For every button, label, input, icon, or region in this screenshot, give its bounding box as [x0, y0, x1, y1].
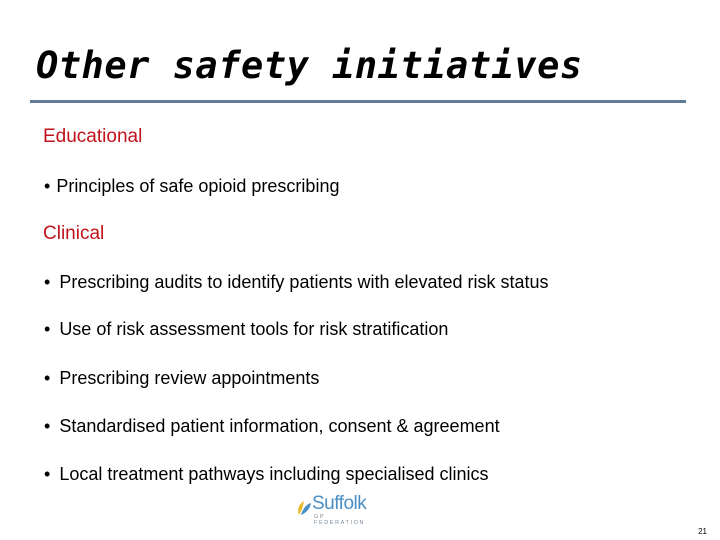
- bullet-icon: •: [44, 272, 51, 292]
- title-underline: [30, 100, 686, 103]
- bullet-icon: •: [44, 464, 51, 484]
- list-item: [44, 464, 489, 485]
- list-item-text: Local treatment pathways including specialised clinics: [59, 464, 489, 484]
- list-item-text: Principles of safe opioid prescribing: [56, 176, 340, 196]
- list-item: [44, 319, 448, 340]
- page-number: 21: [698, 527, 707, 536]
- logo-subtitle: GP FEDERATION: [314, 514, 366, 526]
- list-item-text: Prescribing review appointments: [59, 368, 320, 388]
- suffolk-gp-federation-logo: [296, 493, 376, 526]
- bullet-icon: •: [44, 319, 51, 339]
- section-heading-educational: Educational: [43, 126, 143, 147]
- list-item: [44, 368, 319, 389]
- bullet-icon: •: [44, 176, 51, 196]
- leaf-icon: [296, 497, 312, 517]
- bullet-icon: •: [44, 416, 51, 436]
- list-item: [44, 176, 339, 197]
- list-item: [44, 272, 549, 293]
- list-item-text: Standardised patient information, consent & agreement: [59, 416, 500, 436]
- bullet-icon: •: [44, 368, 51, 388]
- list-item-text: Use of risk assessment tools for risk stratification: [59, 319, 449, 339]
- list-item-text: Prescribing audits to identify patients with elevated risk status: [59, 272, 549, 292]
- list-item: [44, 416, 500, 437]
- section-heading-clinical: Clinical: [43, 223, 105, 244]
- slide-title: Other safety initiatives: [36, 44, 583, 87]
- logo-wordmark: Suffolk: [312, 493, 367, 514]
